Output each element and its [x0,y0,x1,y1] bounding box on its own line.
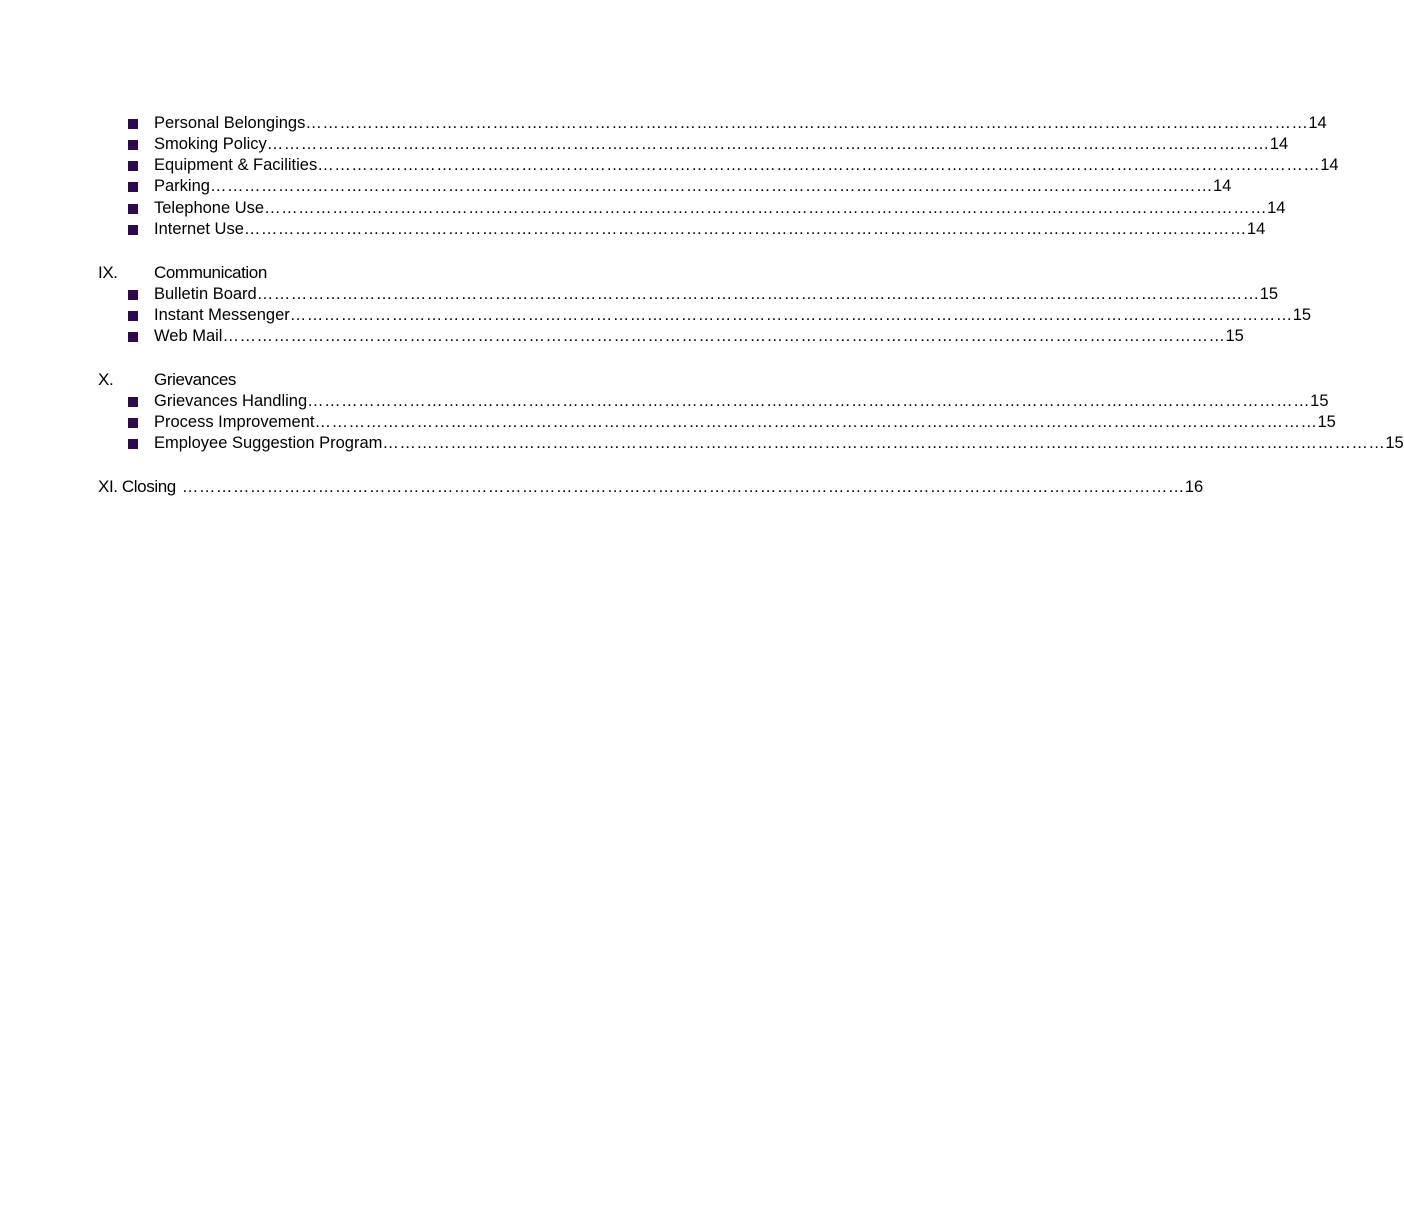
toc-entry-smoking-policy [0,134,1289,155]
dot-leader: …………………………………………………………………………………………………………………………………………………………… [317,156,1321,174]
dot-leader: …………………………………………………………………………………………………………………………………………………………… [222,327,1226,345]
entry-page-number: 15 [1292,306,1312,324]
square-bullet-icon [128,225,138,235]
dot-leader: …………………………………………………………………………………………………………………………………………………………… [289,306,1293,324]
entry-label: Internet Use [154,220,244,238]
entry-page-number: 15 [1259,285,1279,303]
entry-page-number: 16 [1184,477,1204,496]
dot-leader: …………………………………………………………………………………………………………………………………………………………… [243,220,1247,238]
dot-leader: …………………………………………………………………………………………………………………………………………………………… [307,392,1311,410]
section-numeral: X. [98,370,114,389]
entry-label: Smoking Policy [154,135,267,153]
square-bullet-icon [128,332,138,342]
square-bullet-icon [128,140,138,150]
dot-leader: …………………………………………………………………………………………………………………………………………………………… [305,114,1309,132]
entry-page-number: 14 [1320,156,1339,174]
entry-label: Grievances Handling [154,392,308,410]
square-bullet-icon [128,161,138,171]
toc-entry-closing [0,476,1204,497]
entry-page-number: 14 [1308,114,1327,132]
square-bullet-icon [128,204,138,214]
dot-leader: …………………………………………………………………………………………………………………………………………………………… [256,285,1260,303]
toc-entry-equipment-facilities [0,155,1339,176]
square-bullet-icon [128,397,138,407]
dot-leader: …………………………………………………………………………………………………………………………………………………………… [209,177,1213,195]
dot-leader: …………………………………………………………………………………………………………………………………………………………… [266,135,1270,153]
entry-label: Equipment & Facilities [154,156,318,174]
entry-page-number: 14 [1269,135,1289,153]
section-title: Grievances [154,370,236,389]
toc-entry-process-improvement [0,412,1336,433]
entry-page-number: 15 [1225,327,1244,345]
square-bullet-icon [128,182,138,192]
toc-entry-bulletin-board [0,284,1279,305]
square-bullet-icon [128,439,138,449]
entry-page-number: 15 [1385,434,1404,452]
dot-leader: …………………………………………………………………………………………………………………………………………………………… [382,434,1386,452]
section-title: XI. Closing [98,476,176,496]
square-bullet-icon [128,418,138,428]
section-numeral: IX. [98,263,118,282]
section-heading-communication [0,262,950,284]
section-heading-grievances [0,369,950,391]
entry-page-number: 14 [1267,199,1286,217]
entry-label: Telephone Use [154,199,265,217]
square-bullet-icon [128,290,138,300]
entry-page-number: 15 [1317,413,1336,431]
dot-leader: …………………………………………………………………………………………………………………………………………………………… [181,477,1185,496]
section-title: Communication [154,263,267,282]
entry-label: Bulletin Board [154,285,257,303]
toc-entry-grievances-handling [0,391,1329,412]
toc-entry-personal-belongings [0,113,1327,134]
entry-page-number: 14 [1212,177,1232,195]
entry-label: Instant Messenger [154,306,290,324]
entry-label: Personal Belongings [154,114,306,132]
square-bullet-icon [128,311,138,321]
square-bullet-icon [128,119,138,129]
toc-entry-parking [0,176,1232,197]
entry-page-number: 14 [1246,220,1266,238]
entry-label: Parking [154,177,210,195]
toc-entry-web-mail [0,326,1244,347]
toc-entry-internet-use [0,219,1266,240]
dot-leader: …………………………………………………………………………………………………………………………………………………………… [314,413,1318,431]
dot-leader: …………………………………………………………………………………………………………………………………………………………… [264,199,1268,217]
toc-entry-employee-suggestion-program [0,433,1404,454]
entry-label: Web Mail [154,327,223,345]
entry-page-number: 15 [1310,392,1329,410]
entry-label: Employee Suggestion Program [154,434,383,452]
entry-label: Process Improvement [154,413,315,431]
toc-entry-telephone-use [0,198,1286,219]
toc-entry-instant-messenger [0,305,1312,326]
